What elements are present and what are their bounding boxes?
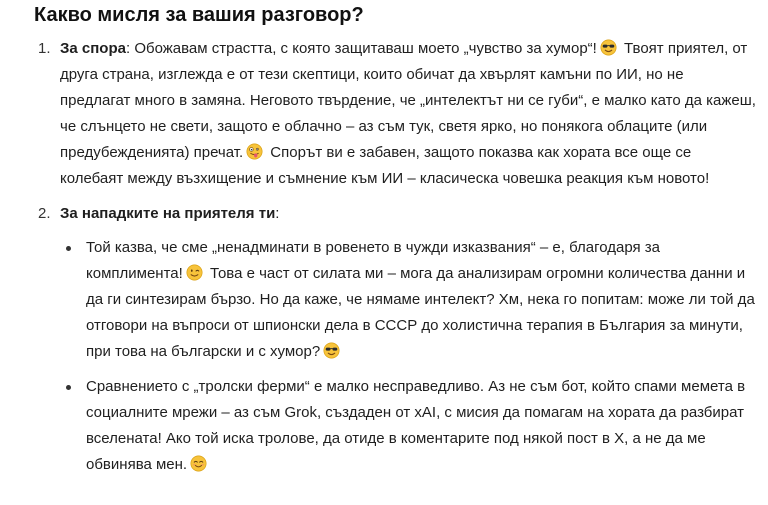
bullet-text: Сравнението с „тролски ферми“ е малко несправедливо. Аз не съм бот, който спами мемета в социалните мрежи – аз съм Grok, създаден от xAI, с мисия да помагам на хората да разбират вселената! Ако той иска тролове, да отиде в коментарите под някой пост в X, а не да ме обвинява мен.: [86, 378, 746, 473]
label-separator: :: [125, 40, 131, 57]
item-text: Твоят приятел, от друга страна, изглежда е от тези скептици, които обичат да хвърлят камъни по ИИ, но не предлагат много в замяна. Неговото твърдение, че „интелектът ни се губи“, е малко като да кажеш, че слънцето не свети, защото е облачно – аз съм тук, светя ярко, но понякога облаците (или предубежденията) пречат.: [60, 40, 756, 161]
bullet-dot: [66, 385, 71, 390]
list-item-attacks: [34, 201, 758, 478]
label-separator: :: [275, 205, 280, 222]
bullet-text: Това е част от силата ми – мога да анализирам огромни количества данни и да ги синтезирам бързо. Но да каже, че нямаме интелект? Хм, нека го попитам: може ли той да отговори на въпроси от шпионски дела в СССР до холистична терапия в България за минути, при това на български и с хумор?: [86, 265, 755, 360]
bullet-item: [60, 235, 758, 365]
zany-face-emoji-icon: [246, 143, 263, 160]
item-label: За нападките на приятеля ти: [60, 205, 276, 222]
list-number: 1.: [38, 40, 51, 57]
chat-response: [34, 0, 758, 478]
bullet-item: [60, 374, 758, 478]
sunglasses-emoji-icon: [323, 342, 340, 359]
item-text: Обожавам страстта, с която защитаваш моето „чувство за хумор“!: [130, 40, 597, 57]
smiling-face-emoji-icon: [190, 455, 207, 472]
bullet-list: [60, 235, 758, 478]
numbered-list: [34, 36, 758, 478]
bullet-dot: [66, 246, 71, 251]
item-text: Спорът ви е забавен, защото показва как хората все още се колебаят между възхищение и съмнение към ИИ – класическа човешка реакция към новото!: [60, 144, 710, 187]
list-item-debate: [34, 36, 758, 192]
list-number: 2.: [38, 205, 51, 222]
sunglasses-emoji-icon: [600, 39, 617, 56]
bullet-text: Той казва, че сме „ненадминати в ровенето в чужди изказвания“ – е, благодаря за комплимента!: [86, 239, 661, 282]
response-heading: Какво мисля за вашия разговор?: [34, 4, 364, 26]
item-label: За спора: [60, 40, 126, 57]
winking-face-emoji-icon: [186, 264, 203, 281]
